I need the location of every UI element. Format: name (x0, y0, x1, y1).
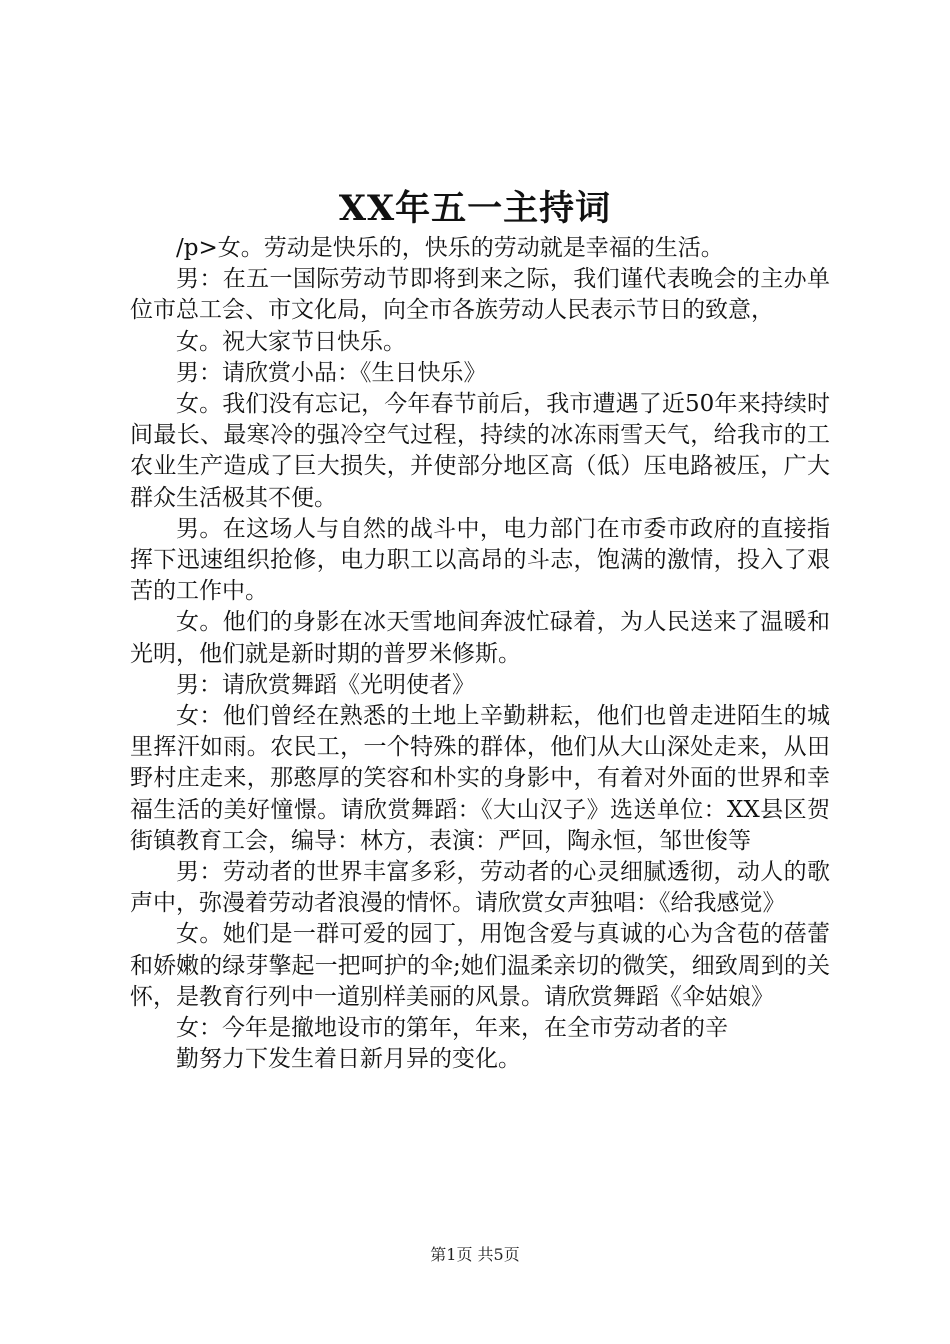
paragraph: 男：在五一国际劳动节即将到来之际，我们谨代表晚会的主办单位市总工会、市文化局，向全市各族劳动人民表示节日的致意， (130, 266, 830, 324)
paragraph: 男：请欣赏小品：《生日快乐》 (176, 359, 487, 386)
paragraph: 男：请欣赏舞蹈《光明使者》 (176, 671, 475, 698)
document-body (130, 233, 830, 1075)
paragraph: 女。我们没有忘记，今年春节前后，我市遭遇了近50年来持续时间最长、最寒冷的强冷空气过程，持续的冰冻雨雪天气，给我市的工农业生产造成了巨大损失，并使部分地区高（低）压电路被压，广大群众生活极其不便。 (130, 391, 830, 511)
paragraph: /p>女。劳动是快乐的，快乐的劳动就是幸福的生活。 (176, 235, 724, 261)
paragraph: 女。他们的身影在冰天雪地间奔波忙碌着，为人民送来了温暖和光明，他们就是新时期的普罗米修斯。 (130, 609, 830, 667)
paragraph: 男。在这场人与自然的战斗中，电力部门在市委市政府的直接指挥下迅速组织抢修，电力职工以高昂的斗志，饱满的激情，投入了艰苦的工作中。 (130, 515, 830, 605)
paragraph: 女：他们曾经在熟悉的土地上辛勤耕耘，他们也曾走进陌生的城里挥汗如雨。农民工，一个特殊的群体，他们从大山深处走来，从田野村庄走来，那憨厚的笑容和朴实的身影中，有着对外面的世界和幸福生活的美好憧憬。请欣赏舞蹈：《大山汉子》选送单位：XX县区贺街镇教育工会，编导：林方，表演：严回，陶永恒，邹世俊等 (130, 703, 830, 854)
paragraph: 女。祝大家节日快乐。 (176, 328, 406, 355)
paragraph: 男：劳动者的世界丰富多彩，劳动者的心灵细腻透彻，动人的歌声中，弥漫着劳动者浪漫的情怀。请欣赏女声独唱：《给我感觉》 (130, 859, 830, 917)
page-footer: 第1页 共5页 (430, 1245, 520, 1264)
document-title: XX年五一主持词 (338, 188, 612, 229)
paragraph: 女。她们是一群可爱的园丁，用饱含爱与真诚的心为含苞的蓓蕾和娇嫩的绿芽擎起一把呵护的伞;她们温柔亲切的微笑，细致周到的关怀，是教育行列中一道别样美丽的风景。请欣赏舞蹈《伞姑娘》 (130, 921, 830, 1010)
paragraph: 勤努力下发生着日新月异的变化。 (176, 1046, 521, 1073)
paragraph: 女：今年是撤地设市的第年，年来，在全市劳动者的辛 (176, 1015, 728, 1042)
